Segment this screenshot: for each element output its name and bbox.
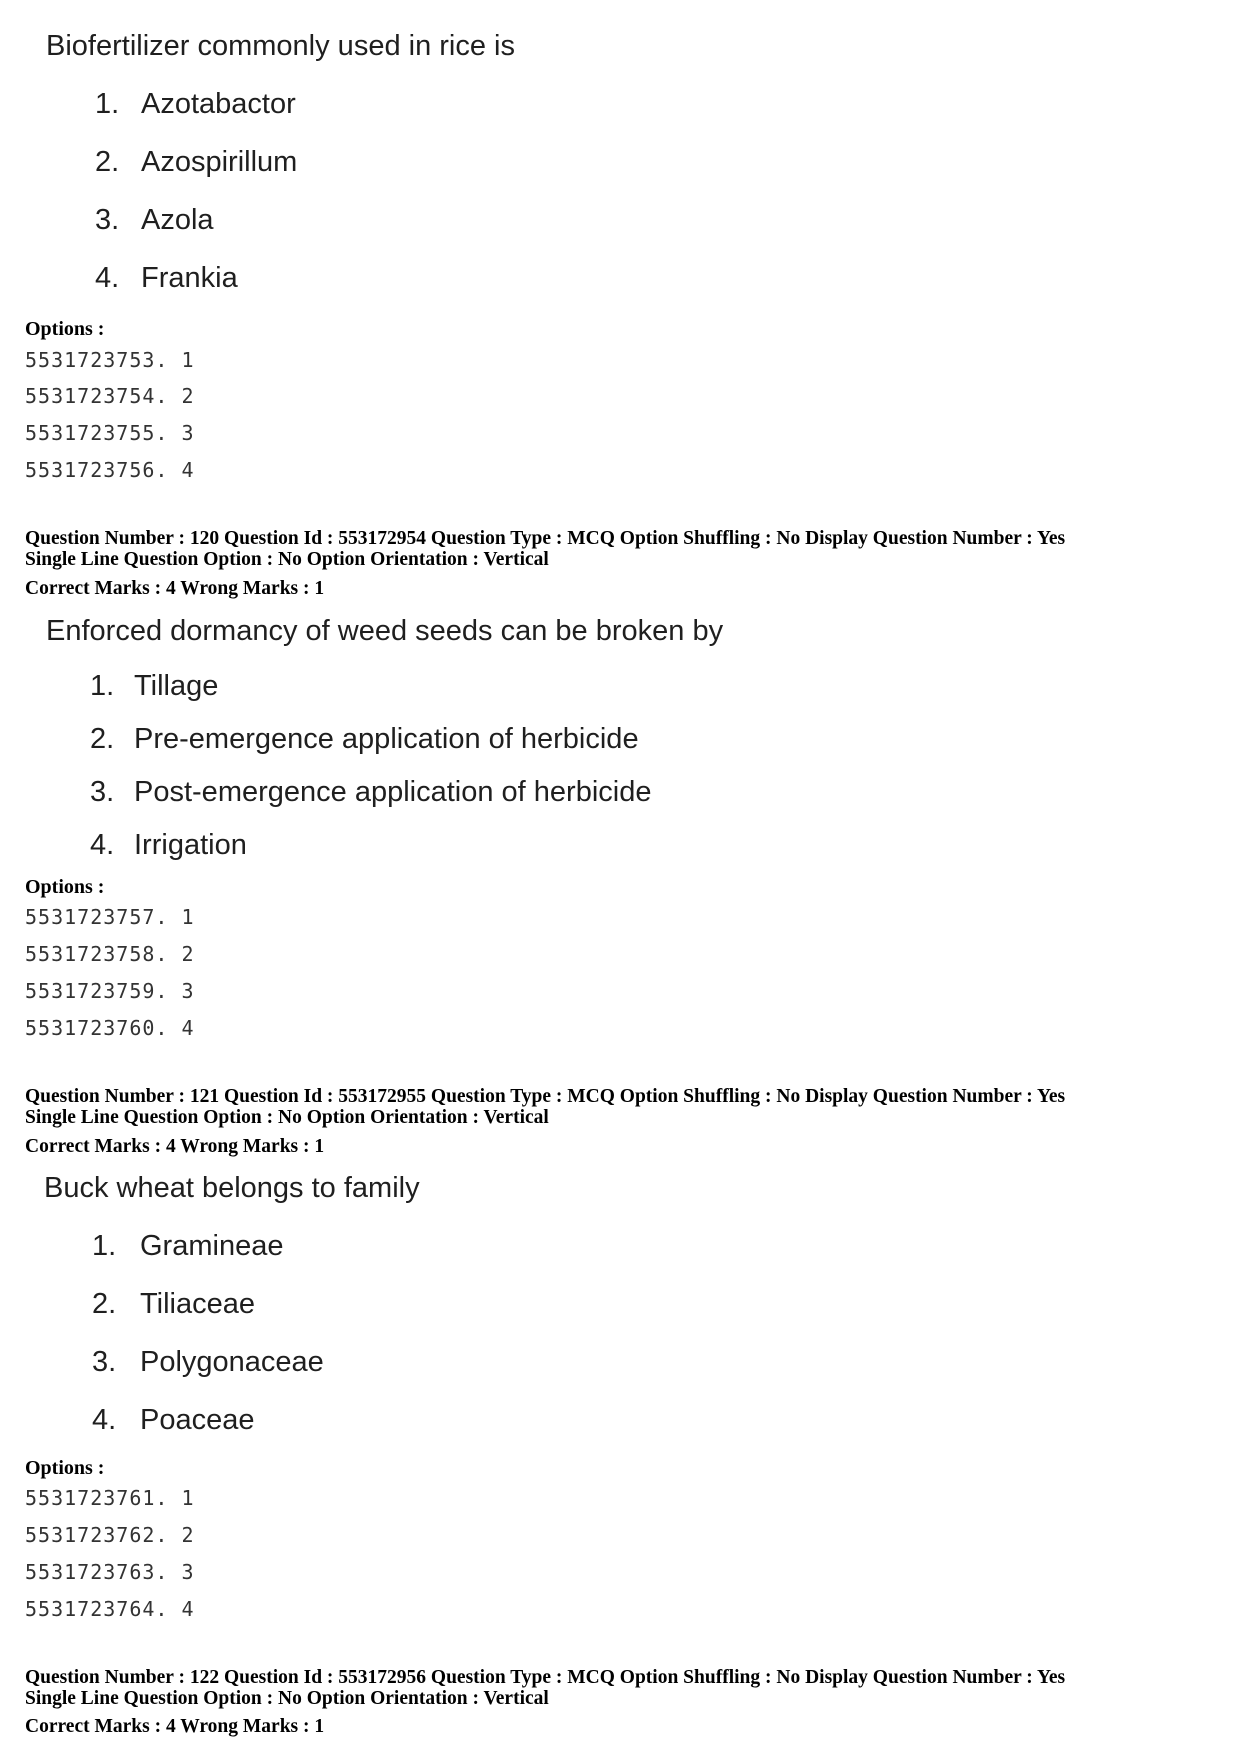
question-meta: Question Number : 122 Question Id : 553172956 Question Type : MCQ Option Shuffling : No Display Question Number : Yes — [25, 1667, 1066, 1688]
choice-text: Irrigation — [134, 829, 247, 861]
choice-text: Tillage — [134, 670, 219, 702]
choice-text: Azotabactor — [141, 88, 296, 120]
options-label: Options : — [25, 876, 105, 898]
choice-number: 2. — [92, 1288, 117, 1320]
choice-number: 3. — [95, 204, 120, 236]
option-id: 5531723753. 1 — [25, 348, 195, 372]
choice-number: 1. — [90, 670, 115, 702]
choice-text: Azospirillum — [141, 146, 298, 178]
choice-1 — [90, 670, 218, 703]
choice-text: Post-emergence application of herbicide — [134, 776, 652, 808]
option-id: 5531723763. 3 — [25, 1560, 195, 1584]
question-meta-2: Single Line Question Option : No Option Orientation : Vertical — [25, 1688, 549, 1709]
question-text: Buck wheat belongs to family — [44, 1172, 420, 1204]
question-marks: Correct Marks : 4 Wrong Marks : 1 — [25, 578, 325, 599]
choice-4 — [92, 1404, 255, 1437]
choice-number: 4. — [95, 262, 120, 294]
choice-number: 3. — [90, 776, 115, 808]
choice-number: 2. — [95, 146, 120, 178]
choice-number: 4. — [90, 829, 115, 861]
options-label: Options : — [25, 1457, 105, 1479]
choice-text: Frankia — [141, 262, 238, 294]
choice-3 — [95, 204, 214, 237]
choice-1 — [92, 1230, 283, 1263]
option-id: 5531723755. 3 — [25, 421, 195, 445]
choice-3 — [90, 776, 651, 809]
choice-4 — [90, 829, 247, 862]
choice-1 — [95, 88, 296, 121]
option-id: 5531723754. 2 — [25, 384, 195, 408]
question-meta: Question Number : 121 Question Id : 553172955 Question Type : MCQ Option Shuffling : No Display Question Number : Yes — [25, 1086, 1066, 1107]
choice-text: Pre-emergence application of herbicide — [134, 723, 639, 755]
choice-2 — [90, 723, 639, 756]
question-text: Biofertilizer commonly used in rice is — [46, 30, 515, 62]
option-id: 5531723758. 2 — [25, 942, 195, 966]
choice-number: 1. — [92, 1230, 117, 1262]
question-marks: Correct Marks : 4 Wrong Marks : 1 — [25, 1716, 325, 1737]
choice-number: 2. — [90, 723, 115, 755]
choice-number: 4. — [92, 1404, 117, 1436]
option-id: 5531723764. 4 — [25, 1597, 195, 1621]
choice-number: 1. — [95, 88, 120, 120]
question-meta: Question Number : 120 Question Id : 553172954 Question Type : MCQ Option Shuffling : No Display Question Number : Yes — [25, 528, 1066, 549]
question-text: Enforced dormancy of weed seeds can be broken by — [46, 615, 724, 647]
option-id: 5531723756. 4 — [25, 458, 195, 482]
choice-text: Poaceae — [140, 1404, 255, 1436]
choice-4 — [95, 262, 238, 295]
question-meta-2: Single Line Question Option : No Option Orientation : Vertical — [25, 549, 549, 570]
choice-text: Polygonaceae — [140, 1346, 324, 1378]
choice-text: Tiliaceae — [140, 1288, 255, 1320]
choice-text: Azola — [141, 204, 214, 236]
choice-3 — [92, 1346, 324, 1379]
option-id: 5531723761. 1 — [25, 1486, 195, 1510]
choice-2 — [95, 146, 297, 179]
option-id: 5531723762. 2 — [25, 1523, 195, 1547]
option-id: 5531723757. 1 — [25, 905, 195, 929]
choice-2 — [92, 1288, 255, 1321]
question-meta-2: Single Line Question Option : No Option Orientation : Vertical — [25, 1107, 549, 1128]
option-id: 5531723760. 4 — [25, 1016, 195, 1040]
choice-number: 3. — [92, 1346, 117, 1378]
options-label: Options : — [25, 318, 105, 340]
question-marks: Correct Marks : 4 Wrong Marks : 1 — [25, 1136, 325, 1157]
choice-text: Gramineae — [140, 1230, 284, 1262]
option-id: 5531723759. 3 — [25, 979, 195, 1003]
